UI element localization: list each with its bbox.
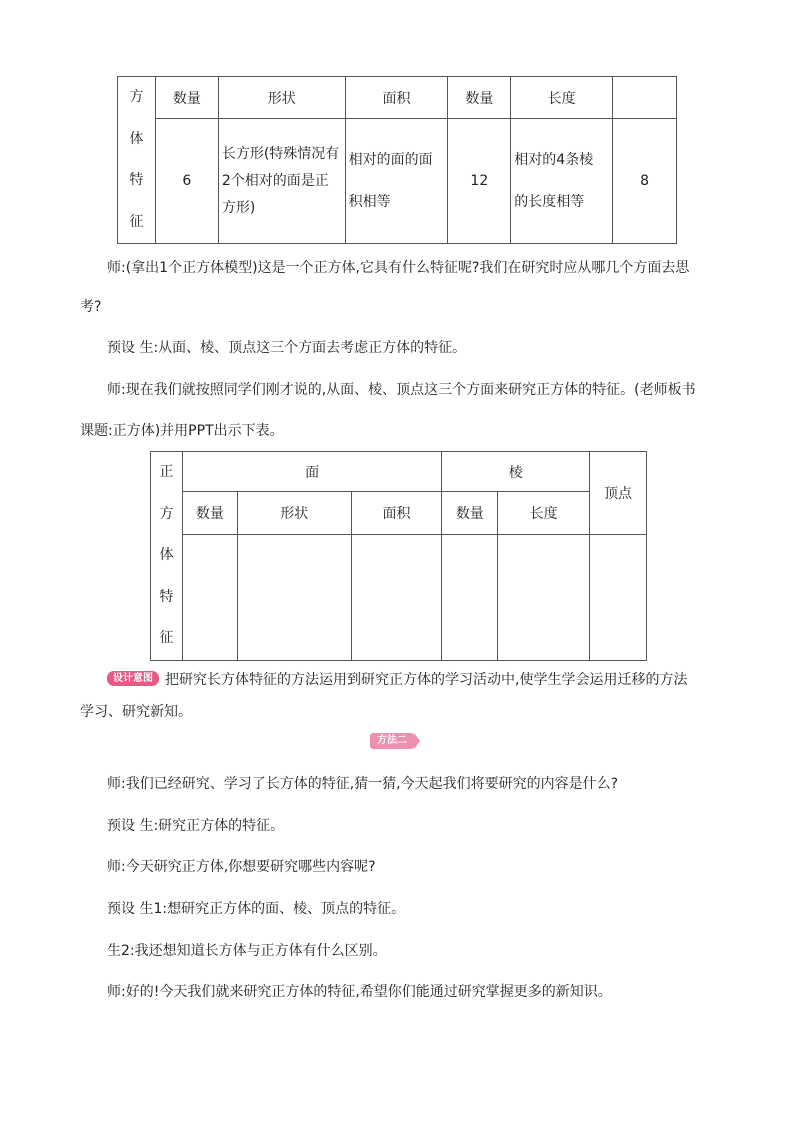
header-vertex: [613, 77, 677, 119]
design-intent-line-1: 把研究长方体特征的方法运用到研究正方体的学习活动中,使学生学会运用迁移的方法: [165, 672, 688, 688]
group-header-edge: 棱: [442, 452, 590, 492]
header-face-area: 面积: [345, 77, 448, 119]
cube-feature-table: [150, 451, 647, 661]
paragraph-1-line-2: 考?: [80, 299, 102, 315]
paragraph-method2-3: 师:今天研究正方体,你想要研究哪些内容呢?: [107, 859, 376, 875]
cuboid-feature-table: [117, 76, 677, 244]
face-count-cell: 6: [155, 119, 218, 244]
header-edge-count: 数量: [442, 492, 498, 535]
edge-count-cell: 12: [448, 119, 511, 244]
design-intent-badge: 设计意图: [107, 671, 159, 686]
header-edge-length: 长度: [498, 492, 590, 535]
paragraph-method2-5: 生2:我还想知道长方体与正方体有什么区别。: [107, 943, 387, 959]
paragraph-method2-2: 预设 生:研究正方体的特征。: [107, 818, 285, 834]
paragraph-3-line-2: 课题:正方体)并用PPT出示下表。: [80, 423, 284, 439]
group-header-face: 面: [182, 452, 441, 492]
blank-cell: [182, 534, 237, 660]
header-face-shape: 形状: [218, 77, 345, 119]
design-intent-line-2: 学习、研究新知。: [80, 704, 192, 720]
blank-cell: [442, 534, 498, 660]
header-edge-length: 长度: [511, 77, 613, 119]
blank-cell: [237, 534, 351, 660]
header-face-shape: 形状: [237, 492, 351, 535]
side-label: 方 体 特 征: [118, 77, 156, 244]
paragraph-method2-1: 师:我们已经研究、学习了长方体的特征,猜一猜,今天起我们将要研究的内容是什么?: [107, 776, 619, 792]
blank-cell: [590, 534, 647, 660]
paragraph-1-line-1: 师:(拿出1个正方体模型)这是一个正方体,它具有什么特征呢?我们在研究时应从哪几个方面去思: [107, 260, 690, 276]
paragraph-method2-4: 预设 生1:想研究正方体的面、棱、顶点的特征。: [107, 901, 406, 917]
edge-length-cell: 相对的4条棱 的长度相等: [511, 119, 613, 244]
header-edge-count: 数量: [448, 77, 511, 119]
paragraph-2: 预设 生:从面、棱、顶点这三个方面去考虑正方体的特征。: [107, 340, 467, 356]
header-vertex: 顶点: [590, 452, 647, 535]
header-face-count: 数量: [155, 77, 218, 119]
blank-cell: [351, 534, 442, 660]
method-two-badge: 方法二: [370, 733, 414, 749]
paragraph-method2-6: 师:好的!今天我们就来研究正方体的特征,希望你们能通过研究掌握更多的新知识。: [107, 984, 612, 1000]
side-label: 正 方 体 特 征: [151, 452, 183, 661]
vertex-cell: 8: [613, 119, 677, 244]
face-shape-cell: 长方形(特殊情况有 2个相对的面是正 方形): [218, 119, 345, 244]
header-face-area: 面积: [351, 492, 442, 535]
paragraph-3-line-1: 师:现在我们就按照同学们刚才说的,从面、棱、顶点这三个方面来研究正方体的特征。(老师板书: [107, 382, 696, 398]
header-face-count: 数量: [182, 492, 237, 535]
face-area-cell: 相对的面的面 积相等: [345, 119, 448, 244]
blank-cell: [498, 534, 590, 660]
